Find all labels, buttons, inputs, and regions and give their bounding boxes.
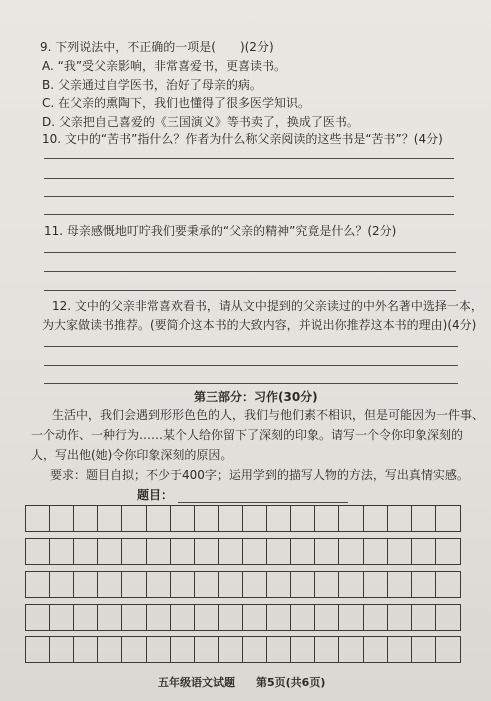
q10-stem: 10. 文中的“苦书”指什么？作者为什么称父亲阅读的这些书是“苦书”？(4分) [42,132,443,146]
q11-answer-line[interactable] [44,271,456,272]
q9-option-d: D. 父亲把自己喜爱的《三国演义》等书卖了，换成了医书。 [42,115,359,129]
footer-subject: 五年级语文试题 [158,676,235,689]
q9-option-a: A. “我”受父亲影响，非常喜爱书，更喜读书。 [42,59,287,73]
q10-answer-line[interactable] [44,196,454,197]
grid-row[interactable] [25,538,461,565]
q12-answer-line[interactable] [44,346,458,347]
essay-writing-grid[interactable] [25,505,461,663]
essay-title-label: 题目： [137,488,174,502]
grid-row[interactable] [25,636,461,663]
q11-stem: 11. 母亲感慨地叮咛我们要秉承的“父亲的精神”究竟是什么？(2分) [44,224,397,238]
q11-answer-line[interactable] [44,290,456,291]
q9-stem: 9. 下列说法中，不正确的一项是( )(2分) [40,40,274,54]
part3-prompt-line1: 生活中，我们会遇到形形色色的人，我们与他们素不相识，但是可能因为一件事、 [52,408,485,422]
footer-page-number: 第5页(共6页) [256,676,326,689]
q9-option-b: B. 父亲通过自学医书，治好了母亲的病。 [42,78,262,92]
q10-answer-line[interactable] [44,178,454,179]
grid-row[interactable] [25,505,461,532]
part3-prompt-line2: 一个动作、一种行为……某个人给你留下了深刻的印象。请写一个令你印象深刻的 [31,428,464,442]
essay-title-input[interactable] [178,502,348,503]
grid-row[interactable] [25,604,461,631]
part3-requirements: 要求：题目自拟；不少于400字；运用学到的描写人物的方法，写出真情实感。 [50,468,469,482]
q10-answer-line[interactable] [44,214,454,215]
q9-option-c: C. 在父亲的熏陶下，我们也懂得了很多医学知识。 [42,96,311,110]
q11-answer-line[interactable] [44,252,456,253]
q12-stem-line2: 为大家做读书推荐。(要简介这本书的大致内容，并说出你推荐这本书的理由)(4分) [42,318,477,332]
part3-prompt-line3: 人，写出他(她)令你印象深刻的原因。 [31,448,233,462]
grid-row[interactable] [25,571,461,598]
q10-answer-line[interactable] [44,158,454,159]
q12-answer-line[interactable] [44,365,458,366]
q12-stem-line1: 12. 文中的父亲非常喜欢看书，请从文中提到的父亲读过的中外名著中选择一本， [52,299,483,313]
q12-answer-line[interactable] [44,383,458,384]
part3-heading: 第三部分：习作(30分) [194,390,318,404]
